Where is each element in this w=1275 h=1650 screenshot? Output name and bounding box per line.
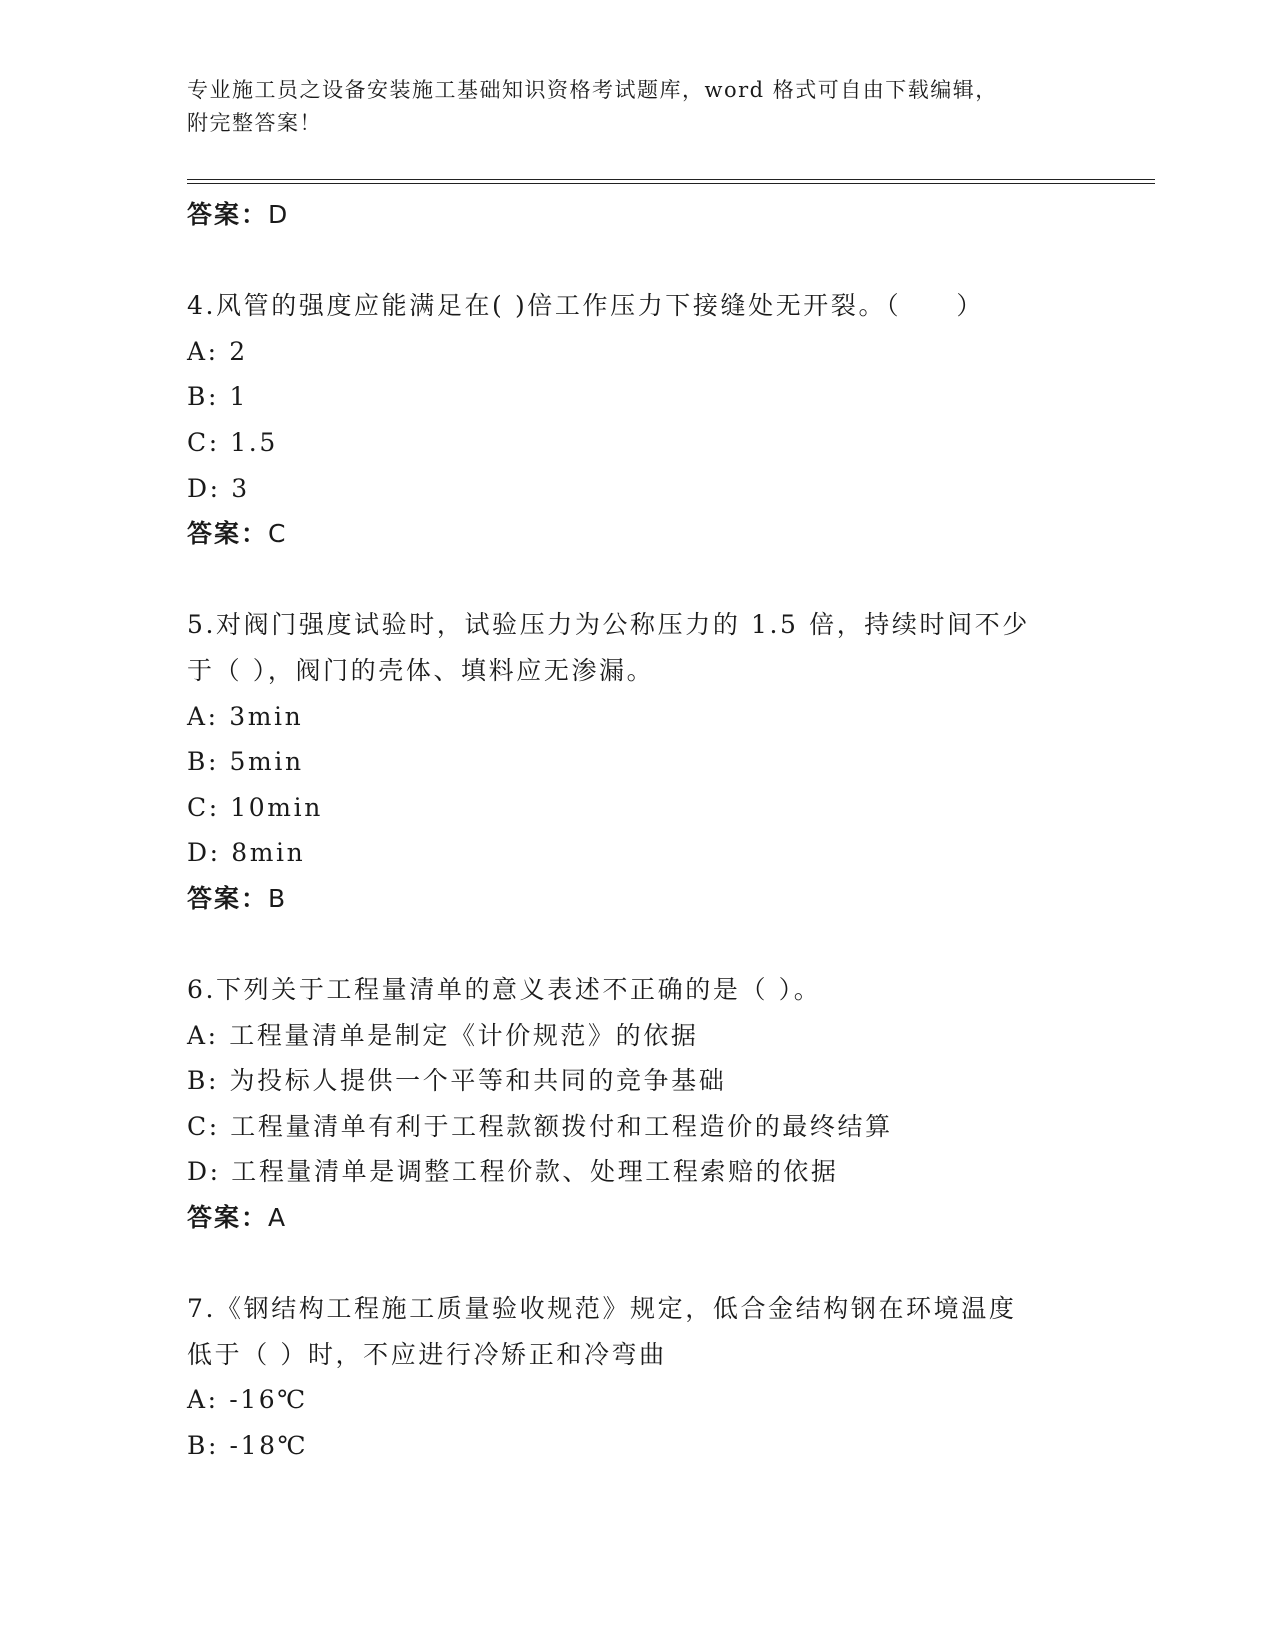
question-stem: 4.风管的强度应能满足在( )倍工作压力下接缝处无开裂。（ ）: [187, 291, 985, 321]
option-b: B: 5min: [187, 747, 304, 777]
option-c: C: 工程量清单有利于工程款额拨付和工程造价的最终结算: [187, 1111, 893, 1141]
option-a: A: 工程量清单是制定《计价规范》的依据: [187, 1020, 699, 1050]
spacer: [187, 238, 1147, 284]
option-d: D: 8min: [187, 838, 306, 868]
option-d: D: 3: [187, 473, 250, 503]
answer: [187, 511, 1147, 557]
answer-previous: [187, 192, 1147, 238]
question-stem-line-1: 5.对阀门强度试验时，试验压力为公称压力的 1.5 倍，持续时间不少: [187, 610, 1030, 640]
answer-value: B: [268, 883, 288, 913]
spacer: [187, 922, 1147, 968]
spacer: [187, 1241, 1147, 1287]
header-divider-bottom: [187, 183, 1155, 184]
header-line-1: 专业施工员之设备安装施工基础知识资格考试题库，word 格式可自由下载编辑，: [187, 78, 998, 102]
option-a: A: -16℃: [187, 1385, 308, 1415]
answer-label: 答案：: [187, 200, 269, 229]
answer: [187, 876, 1147, 922]
option-a: A: 3min: [187, 701, 304, 731]
option-c: C: 1.5: [187, 427, 278, 457]
question-stem-line-1: 7.《钢结构工程施工质量验收规范》规定，低合金结构钢在环境温度: [187, 1294, 1017, 1324]
answer-label: 答案：: [187, 883, 269, 913]
option-b: B: 1: [187, 382, 249, 412]
spacer: [187, 557, 1147, 603]
option-b: B: -18℃: [187, 1431, 309, 1461]
answer-value: C: [268, 519, 288, 549]
answer-value: A: [268, 1203, 288, 1233]
question-4: [187, 283, 1147, 557]
question-stem-line-2: 于（ ），阀门的壳体、填料应无渗漏。: [187, 655, 655, 685]
option-d: D: 工程量清单是调整工程价款、处理工程索赔的依据: [187, 1157, 839, 1187]
question-list: [187, 192, 1147, 1469]
answer-label: 答案：: [187, 519, 269, 549]
header-line-2: 附完整答案！: [187, 111, 322, 135]
option-a: A: 2: [187, 336, 248, 366]
option-c: C: 10min: [187, 792, 323, 822]
question-7: [187, 1286, 1147, 1468]
page-header: [187, 74, 1067, 140]
question-stem-line-2: 低于（ ）时，不应进行冷矫正和冷弯曲: [187, 1339, 667, 1369]
question-6: [187, 967, 1147, 1241]
question-5: [187, 602, 1147, 921]
option-b: B: 为投标人提供一个平等和共同的竞争基础: [187, 1066, 727, 1096]
answer: [187, 1195, 1147, 1241]
answer-value: D: [268, 200, 290, 229]
question-stem: 6.下列关于工程量清单的意义表述不正确的是（ ）。: [187, 975, 822, 1005]
header-divider-top: [187, 179, 1155, 180]
answer-label: 答案：: [187, 1203, 269, 1233]
